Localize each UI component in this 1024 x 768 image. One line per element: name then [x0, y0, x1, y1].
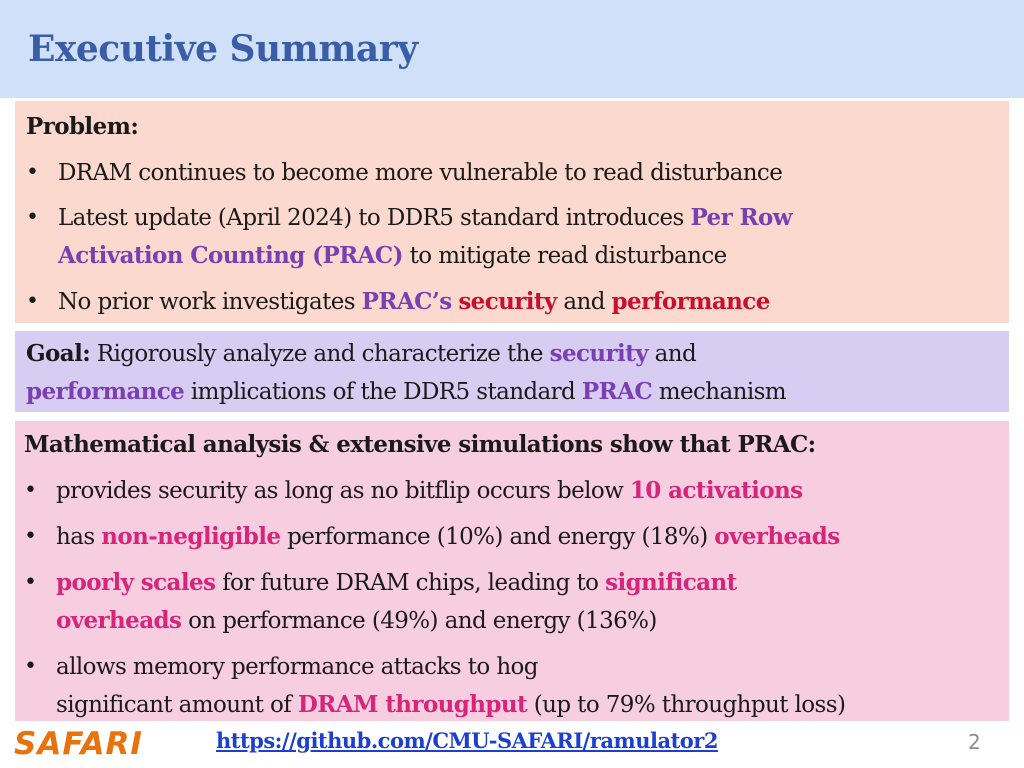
bullet-icon: •	[26, 205, 39, 230]
highlight-security: security	[458, 288, 557, 315]
highlight-per-row: Per Row	[690, 204, 792, 231]
goal-line-2: performance implications of the DDR5 standard PRAC mechanism	[26, 378, 786, 405]
highlight-goal-security: security	[549, 340, 648, 367]
slide-title: Executive Summary	[28, 28, 418, 70]
goal-heading: Goal:	[26, 340, 91, 367]
highlight-10-activations: 10 activations	[629, 477, 803, 504]
results-heading: Mathematical analysis & extensive simulations show that PRAC:	[24, 431, 816, 458]
bullet-icon: •	[24, 524, 37, 549]
problem-bullet-3: No prior work investigates PRAC’s security and performance	[58, 288, 770, 315]
results-bullet-1: provides security as long as no bitflip occurs below 10 activations	[56, 477, 803, 504]
highlight-non-negligible: non-negligible	[101, 523, 281, 550]
goal-line-1: Goal: Rigorously analyze and characterize the security and	[26, 340, 697, 367]
results-bullet-3-line-1: poorly scales for future DRAM chips, leading to significant	[56, 569, 737, 596]
highlight-dram-throughput: DRAM throughput	[297, 691, 528, 718]
highlight-overheads-2: overheads	[56, 607, 182, 634]
highlight-performance: performance	[611, 288, 770, 315]
problem-bullet-2-line-2: Activation Counting (PRAC) to mitigate read disturbance	[58, 242, 727, 269]
bullet-icon: •	[24, 654, 37, 679]
problem-heading: Problem:	[26, 113, 139, 140]
highlight-overheads: overheads	[714, 523, 840, 550]
slide-header	[0, 0, 1024, 98]
highlight-prac-s: PRAC’s	[361, 288, 452, 315]
page-number: 2	[968, 730, 981, 754]
results-bullet-3-line-2: overheads on performance (49%) and energy (136%)	[56, 607, 657, 634]
problem-bullet-2-line-1: Latest update (April 2024) to DDR5 standard introduces Per Row	[58, 204, 792, 231]
highlight-goal-prac: PRAC	[581, 378, 653, 405]
bullet-icon: •	[26, 160, 39, 185]
ramulator-link[interactable]: https://github.com/CMU-SAFARI/ramulator2	[216, 728, 718, 753]
results-bullet-4-line-2: significant amount of DRAM throughput (up to 79% throughput loss)	[56, 691, 846, 718]
highlight-significant: significant	[605, 569, 737, 596]
highlight-poorly-scales: poorly scales	[56, 569, 216, 596]
results-bullet-2: has non-negligible performance (10%) and energy (18%) overheads	[56, 523, 840, 550]
highlight-goal-performance: performance	[26, 378, 185, 405]
results-bullet-4-line-1: allows memory performance attacks to hog	[56, 654, 538, 680]
problem-bullet-1: DRAM continues to become more vulnerable to read disturbance	[58, 160, 783, 186]
bullet-icon: •	[24, 478, 37, 503]
highlight-prac: Activation Counting (PRAC)	[58, 242, 403, 269]
bullet-icon: •	[24, 570, 37, 595]
safari-logo: SAFARI	[14, 726, 143, 762]
bullet-icon: •	[26, 289, 39, 314]
